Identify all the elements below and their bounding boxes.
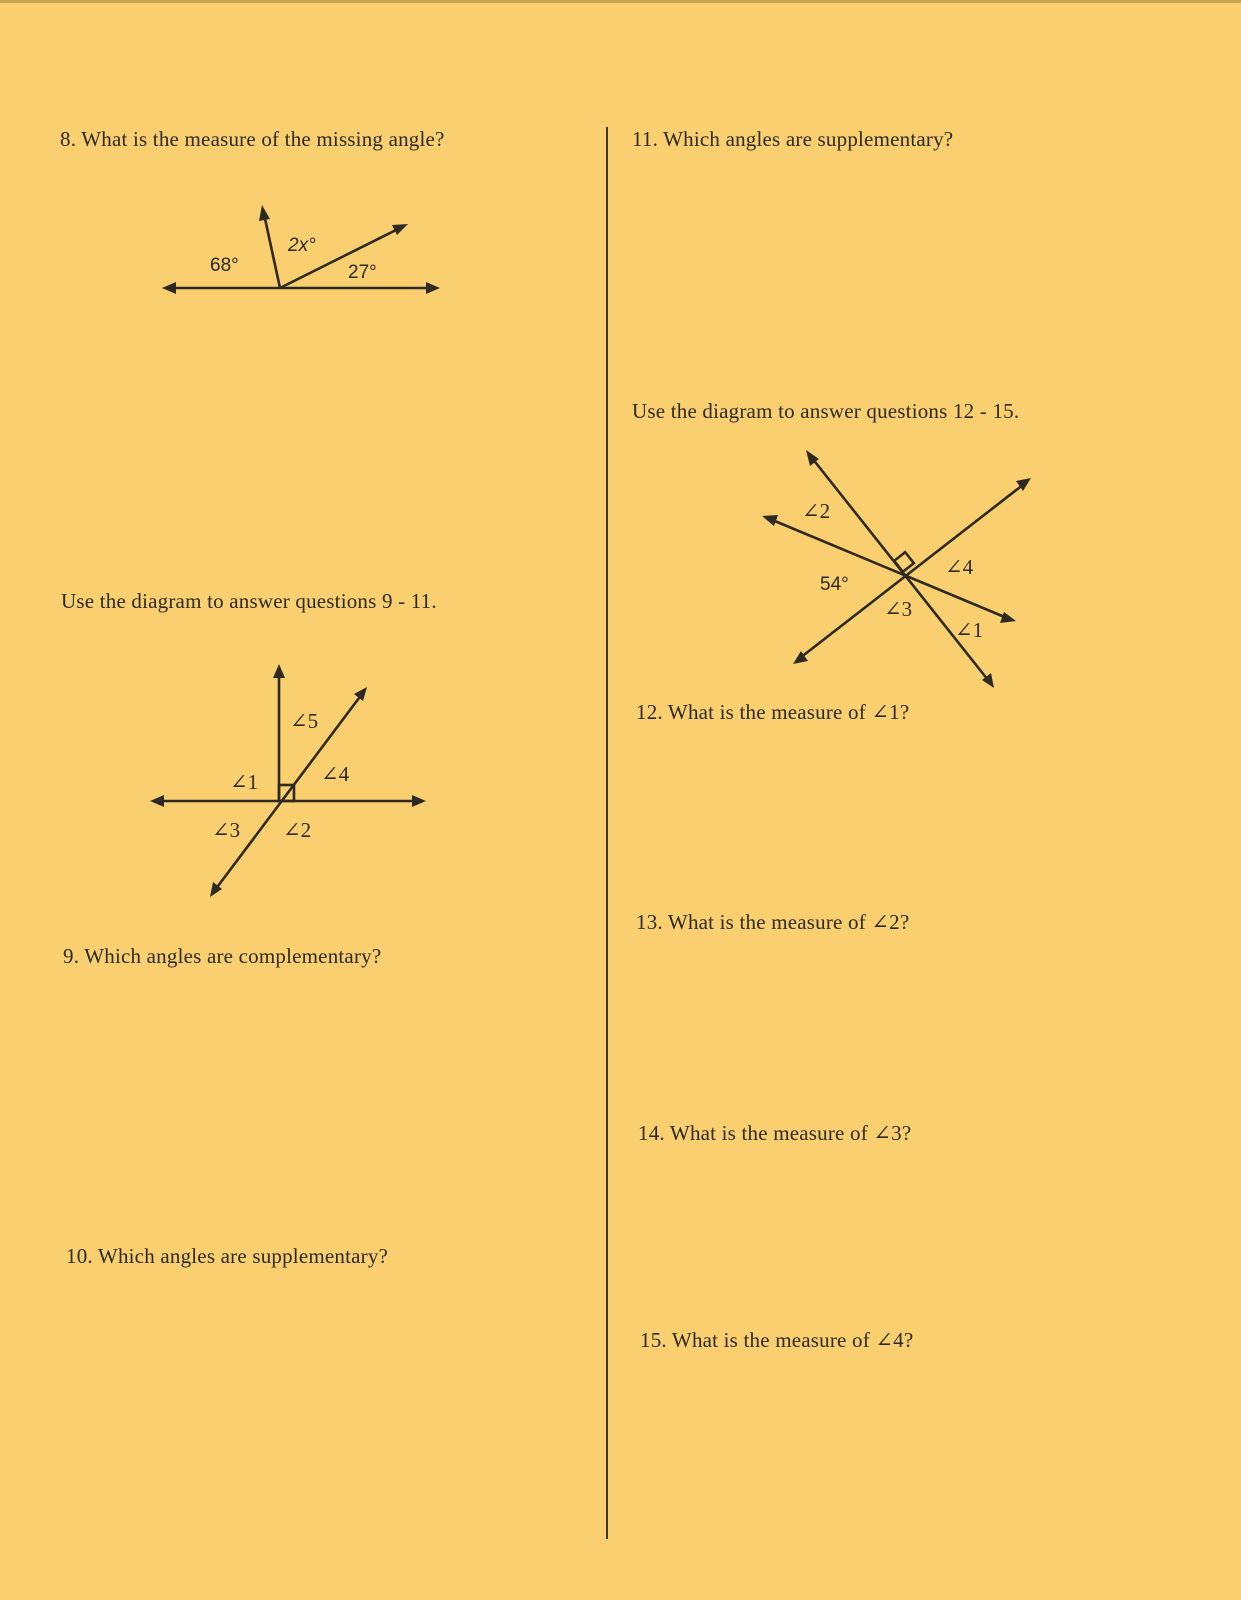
angle-4-label-b: ∠4 (945, 555, 974, 579)
question-13: 13. What is the measure of ∠2? (636, 910, 910, 934)
angle-4-label: ∠4 (321, 762, 350, 786)
question-9: 9. Which angles are complementary? (63, 944, 382, 968)
angle-3-label-b: ∠3 (884, 597, 913, 621)
question-8: 8. What is the measure of the missing angle? (60, 127, 445, 151)
angle-2-label: ∠2 (283, 818, 312, 842)
angle-label-68: 68° (210, 255, 239, 276)
angle-3-label: ∠3 (212, 818, 241, 842)
angle-1-label: ∠1 (230, 770, 259, 794)
angle-2-label-b: ∠2 (802, 499, 831, 523)
question-11: 11. Which angles are supplementary? (632, 127, 954, 151)
question-14: 14. What is the measure of ∠3? (638, 1121, 912, 1145)
angle-label-27: 27° (348, 262, 377, 283)
question-15: 15. What is the measure of ∠4? (640, 1328, 914, 1352)
question-12: 12. What is the measure of ∠1? (636, 700, 910, 724)
right-angle-marker-2 (894, 552, 914, 572)
angle-1-label-b: ∠1 (955, 618, 984, 642)
question-10: 10. Which angles are supplementary? (66, 1244, 389, 1268)
angle-label-2x: 2x° (288, 235, 316, 256)
angle-5-label: ∠5 (290, 709, 319, 733)
diagram-12-15-instructions: Use the diagram to answer questions 12 - 15. (632, 399, 1020, 423)
angle-54-label: 54° (820, 574, 849, 595)
diagram-9-11-instructions: Use the diagram to answer questions 9 - 11. (61, 589, 437, 613)
